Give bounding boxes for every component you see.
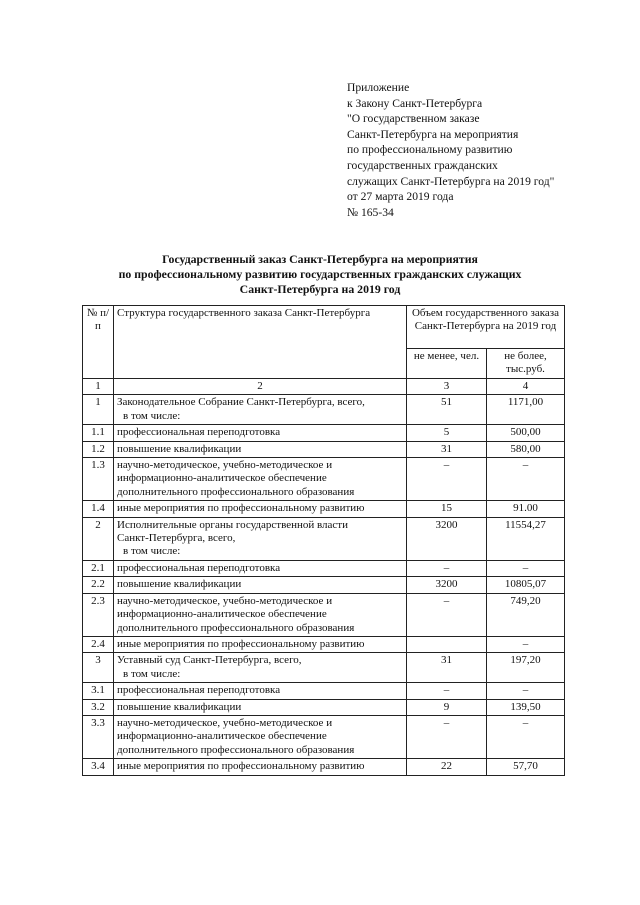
row-people: 15 [407, 501, 487, 517]
row-number: 1 [83, 395, 114, 425]
row-structure-line: профессиональная переподготовка [117, 561, 281, 574]
table-row [83, 636, 565, 652]
index-cell: 2 [114, 379, 407, 395]
appendix-line: Приложение [347, 81, 410, 94]
row-people: 5 [407, 425, 487, 441]
row-money: 139,50 [487, 699, 565, 715]
header-num: № п/п [83, 306, 114, 379]
table-row [83, 577, 565, 593]
row-structure-line: дополнительного профессионального образования [117, 743, 355, 756]
title-line: Санкт-Петербурга на 2019 год [239, 282, 401, 296]
row-structure [114, 395, 407, 425]
table-index-row [83, 379, 565, 395]
row-money: – [487, 458, 565, 501]
row-structure-line: повышение квалификации [117, 578, 242, 591]
row-structure-line: профессиональная переподготовка [117, 426, 281, 439]
row-structure [114, 560, 407, 576]
row-people: – [407, 683, 487, 699]
header-money: не более, тыс.руб. [487, 349, 565, 379]
row-structure [114, 458, 407, 501]
table-row [83, 683, 565, 699]
row-number: 2.1 [83, 560, 114, 576]
row-structure [114, 683, 407, 699]
appendix-line: "О государственном заказе [347, 112, 480, 126]
row-people: 31 [407, 653, 487, 683]
row-structure [114, 593, 407, 636]
row-money: – [487, 560, 565, 576]
row-structure [114, 425, 407, 441]
appendix-block [347, 80, 617, 220]
row-structure-line: научно-методическое, учебно-методическое и [117, 594, 333, 607]
table-row [83, 715, 565, 758]
order-table [82, 305, 565, 776]
row-money: 1171,00 [487, 395, 565, 425]
row-people: 22 [407, 759, 487, 775]
row-people: – [407, 560, 487, 576]
row-number: 1.1 [83, 425, 114, 441]
row-structure-line: в том числе: [123, 545, 181, 558]
row-people: 9 [407, 699, 487, 715]
row-structure [114, 577, 407, 593]
row-structure-line: Уставный суд Санкт-Петербурга, всего, [117, 654, 302, 667]
row-structure [114, 441, 407, 457]
row-people: – [407, 715, 487, 758]
row-number: 3 [83, 653, 114, 683]
table-row [83, 759, 565, 775]
row-people: 31 [407, 441, 487, 457]
row-structure-line: научно-методическое, учебно-методическое и [117, 459, 333, 472]
row-structure-line: Санкт-Петербурга, всего, [117, 532, 236, 545]
index-cell: 3 [407, 379, 487, 395]
index-cell: 1 [83, 379, 114, 395]
row-structure [114, 636, 407, 652]
row-structure [114, 699, 407, 715]
row-structure-line: информационно-аналитическое обеспечение [117, 472, 327, 485]
row-structure [114, 501, 407, 517]
row-structure-line: Законодательное Собрание Санкт-Петербурга, всего, [117, 396, 365, 409]
row-number: 1.2 [83, 441, 114, 457]
row-number: 3.2 [83, 699, 114, 715]
title-line: по профессиональному развитию государственных гражданских служащих [118, 267, 522, 281]
table-row [83, 425, 565, 441]
row-money: 10805,07 [487, 577, 565, 593]
table-row [83, 653, 565, 683]
row-money: – [487, 683, 565, 699]
row-money: 57,70 [487, 759, 565, 775]
row-number: 1.4 [83, 501, 114, 517]
document-title [60, 252, 580, 297]
table-body [83, 395, 565, 775]
row-structure-line: в том числе: [123, 667, 181, 680]
appendix-line: от 27 марта 2019 года [347, 190, 454, 204]
row-structure-line: иные мероприятия по профессиональному развитию [117, 760, 365, 773]
appendix-line: государственных гражданских [347, 158, 498, 172]
table-header-row [83, 306, 565, 349]
appendix-line: № 165-34 [347, 205, 394, 219]
row-structure-line: дополнительного профессионального образования [117, 485, 355, 498]
row-number: 2.4 [83, 636, 114, 652]
row-money: – [487, 715, 565, 758]
row-structure [114, 653, 407, 683]
table-row [83, 458, 565, 501]
row-structure-line: повышение квалификации [117, 442, 242, 455]
row-people: 3200 [407, 517, 487, 560]
row-people: – [407, 593, 487, 636]
row-structure [114, 715, 407, 758]
row-people: – [407, 458, 487, 501]
row-number: 3.4 [83, 759, 114, 775]
row-structure-line: информационно-аналитическое обеспечение [117, 608, 327, 621]
table-row [83, 441, 565, 457]
row-number: 2.2 [83, 577, 114, 593]
table-row [83, 593, 565, 636]
header-volume: Объем государственного заказа Санкт-Петербурга на 2019 год [407, 306, 565, 349]
row-number: 3.3 [83, 715, 114, 758]
row-structure-line: научно-методическое, учебно-методическое и [117, 716, 333, 729]
row-number: 2 [83, 517, 114, 560]
row-number: 3.1 [83, 683, 114, 699]
row-structure-line: повышение квалификации [117, 700, 242, 713]
table-row [83, 517, 565, 560]
header-structure: Структура государственного заказа Санкт-Петербурга [114, 306, 407, 379]
row-money: 580,00 [487, 441, 565, 457]
row-structure-line: иные мероприятия по профессиональному развитию [117, 637, 365, 650]
table-row [83, 395, 565, 425]
row-structure-line: иные мероприятия по профессиональному развитию [117, 502, 365, 515]
row-number: 2.3 [83, 593, 114, 636]
row-structure-line: профессиональная переподготовка [117, 684, 281, 697]
row-money: – [487, 636, 565, 652]
row-structure [114, 517, 407, 560]
table-row [83, 560, 565, 576]
row-structure-line: в том числе: [123, 409, 181, 422]
row-money: 197,20 [487, 653, 565, 683]
appendix-line: к Закону Санкт-Петербурга [347, 96, 483, 110]
row-people: 3200 [407, 577, 487, 593]
row-structure [114, 759, 407, 775]
row-money: 91.00 [487, 501, 565, 517]
appendix-line: Санкт-Петербурга на мероприятия [347, 127, 519, 141]
appendix-line: служащих Санкт-Петербурга на 2019 год" [347, 174, 555, 188]
row-money: 749,20 [487, 593, 565, 636]
appendix-line: по профессиональному развитию [347, 143, 513, 157]
index-cell: 4 [487, 379, 565, 395]
header-people: не менее, чел. [407, 349, 487, 379]
row-structure-line: информационно-аналитическое обеспечение [117, 730, 327, 743]
row-structure-line: Исполнительные органы государственной власти [117, 518, 348, 531]
row-people [407, 636, 487, 652]
table-row [83, 501, 565, 517]
row-number: 1.3 [83, 458, 114, 501]
row-money: 11554,27 [487, 517, 565, 560]
title-line: Государственный заказ Санкт-Петербурга на мероприятия [162, 252, 478, 266]
row-people: 51 [407, 395, 487, 425]
row-structure-line: дополнительного профессионального образования [117, 621, 355, 634]
table-row [83, 699, 565, 715]
row-money: 500,00 [487, 425, 565, 441]
